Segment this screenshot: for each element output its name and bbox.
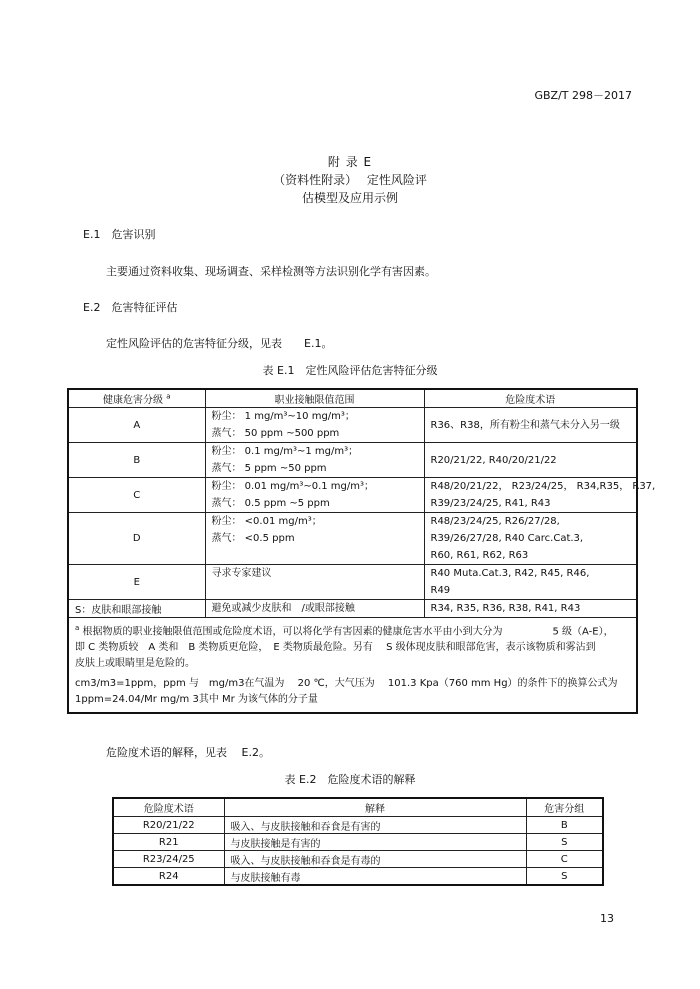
table-e1-caption: 表 E.1 定性风险评估危害特征分级	[262, 364, 438, 377]
header-risk-terms: 危险度术语	[424, 389, 637, 408]
risk-terms: R40 Muta.Cat.3, R42, R45, R46, R49	[424, 565, 637, 600]
table-row	[68, 600, 637, 618]
table-e2	[112, 797, 604, 886]
header-exposure-limits: 职业接触限值范围	[205, 389, 424, 408]
section-e2-text: 定性风险评估的危害特征分级，见表 E.1。	[106, 337, 333, 350]
risk-term: R20/21/22	[113, 817, 224, 834]
exposure-limits: 避免或减少皮肤和 /或眼部接触	[205, 600, 424, 618]
risk-terms: R20/21/22, R40/20/21/22	[424, 443, 637, 478]
section-e2-heading: E.2 危害特征评估	[83, 301, 178, 314]
note-b: cm3/m3=1ppm，ppm 与 mg/m3在气温为 20 ℃，大气压为 101.3 Kpa（760 mm Hg）的条件下的换算公式为 1ppm=24.04/Mr mg/m 3其中 Mr 为该气体的分子量	[75, 678, 618, 706]
table-row	[113, 851, 603, 868]
header-hazard-group: 危害分组	[526, 798, 603, 817]
hazard-group: S	[526, 868, 603, 886]
risk-terms: R36、R38，所有粉尘和蒸气未分入另一级	[424, 408, 637, 443]
risk-term: R21	[113, 834, 224, 851]
table-row	[68, 513, 637, 565]
exposure-limits: 粉尘： <0.01 mg/m³； 蒸气： <0.5 ppm	[205, 513, 424, 565]
health-level: S：皮肤和眼部接触	[68, 600, 205, 618]
exposure-limits: 粉尘： 0.1 mg/m³~1 mg/m³； 蒸气： 5 ppm ~50 ppm	[205, 443, 424, 478]
risk-terms: R48/23/24/25, R26/27/28, R39/26/27/28, R40 Carc.Cat.3, R60, R61, R62, R63	[424, 513, 637, 565]
risk-term: R23/24/25	[113, 851, 224, 868]
appendix-title: 附 录 E	[327, 155, 373, 169]
note-a: $^a$ 根据物质的职业接触限值范围或危险度术语，可以将化学有害因素的健康危害水平由小到大分为 5 级（A-E）， 即 C 类物质较 A 类和 B 类物质更危险， E 类物质最危险。另有 S 级体现皮肤和眼部危害，表示该物质和雾沾到 皮肤上或眼睛里是危险的。	[75, 624, 614, 670]
table-e2-caption: 表 E.2 危险度术语的解释	[284, 773, 416, 786]
health-level: E	[68, 565, 205, 600]
table-row	[68, 478, 637, 513]
health-level: A	[68, 408, 205, 443]
section-e1-text: 主要通过资料收集、现场调查、采样检测等方法识别化学有害因素。	[106, 265, 436, 278]
table-header-row	[113, 798, 603, 817]
exposure-limits: 粉尘： 0.01 mg/m³~0.1 mg/m³； 蒸气： 0.5 ppm ~5 ppm	[205, 478, 424, 513]
header-explanation: 解释	[224, 798, 526, 817]
risk-terms: R48/20/21/22， R23/24/25， R34,R35， R37, R39/23/24/25, R41, R43	[424, 478, 637, 513]
explanation: 与皮肤接触是有害的	[224, 834, 526, 851]
exposure-limits: 寻求专家建议	[205, 565, 424, 600]
table-row	[68, 443, 637, 478]
health-level: B	[68, 443, 205, 478]
table-e2-reference: 危险度术语的解释，见表 E.2。	[106, 746, 270, 759]
exposure-limits: 粉尘： 1 mg/m³~10 mg/m³； 蒸气： 50 ppm ~500 ppm	[205, 408, 424, 443]
table-row	[68, 565, 637, 600]
health-level: D	[68, 513, 205, 565]
section-e1-heading: E.1 危害识别	[83, 228, 156, 241]
explanation: 吸入、与皮肤接触和吞食是有毒的	[224, 851, 526, 868]
risk-terms: R34, R35, R36, R38, R41, R43	[424, 600, 637, 618]
table-row	[113, 817, 603, 834]
hazard-group: C	[526, 851, 603, 868]
appendix-subtitle-cont: 估模型及应用示例	[301, 191, 398, 205]
table-notes-row	[68, 618, 637, 714]
explanation: 吸入、与皮肤接触和吞食是有害的	[224, 817, 526, 834]
explanation: 与皮肤接触有毒	[224, 868, 526, 886]
header-health-level: 健康危害分级 $^a$	[68, 389, 205, 408]
table-row	[113, 868, 603, 886]
table-row	[68, 408, 637, 443]
standard-code: GBZ/T 298－2017	[534, 89, 632, 102]
health-level: C	[68, 478, 205, 513]
hazard-group: B	[526, 817, 603, 834]
table-row	[113, 834, 603, 851]
table-notes	[68, 618, 637, 714]
risk-term: R24	[113, 868, 224, 886]
table-header-row	[68, 389, 637, 408]
header-risk-term: 危险度术语	[113, 798, 224, 817]
page-number: 13	[600, 912, 614, 925]
table-e1	[67, 388, 656, 714]
appendix-subtitle: （资料性附录） 定性风险评	[273, 173, 427, 187]
hazard-group: S	[526, 834, 603, 851]
